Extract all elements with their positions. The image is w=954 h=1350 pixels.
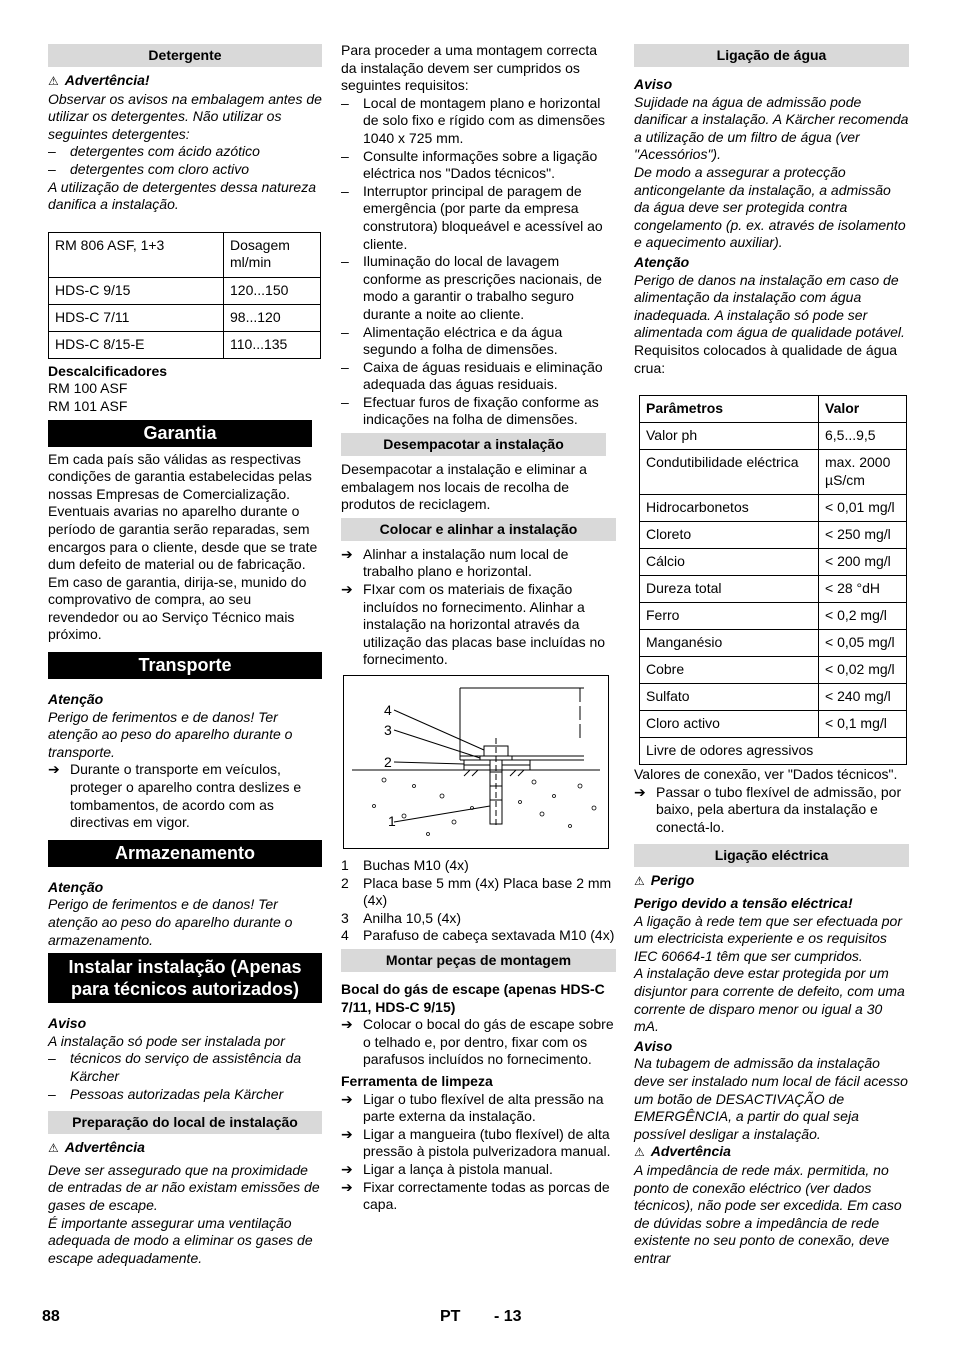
warning-text: A impedância de rede máx. permitida, no ponto de conexão eléctrico (ver dados técnicos), não pode ser excedida. Em caso de dúvidas sobre a impedância de rede existente no seu ponto de conexão, deve entrar [634,1161,902,1266]
dosage-table [48,232,321,359]
list-item: – Pessoas autorizadas pela Kärcher [48,1086,322,1104]
section-heading-eletrica: Ligação eléctrica [634,844,909,867]
legend-item: 1 Buchas M10 (4x) [341,857,469,873]
arrow-right-icon: ➔ [341,1016,353,1033]
mounting-diagram [344,676,608,848]
list-item: RM 101 ASF [48,397,128,414]
table-row: Valor ph 6,5...9,5 [640,423,907,450]
arrow-right-icon: ➔ [341,545,353,562]
mounting-figure [343,675,609,849]
table-row: Livre de odores agressivos [640,738,907,765]
legend-item: 4 Parafuso de cabeça sextavada M10 (4x) [341,927,615,944]
notice-text: A instalação só pode ser instalada por [48,1032,285,1049]
list-item: – Efectuar furos de fixação conforme as indicações na folha de dimensões. [341,394,616,429]
danger-subheading: Perigo devido a tensão eléctrica! [634,895,853,912]
caution-text: Perigo de ferimentos e de danos! Ter atenção ao peso do aparelho durante o transporte. [48,708,293,760]
column-middle [341,42,616,1214]
warning-triangle-icon: ⚠ [48,74,59,88]
notice-text: Sujidade na água de admissão pode danificar a instalação. A Kärcher recomenda a utilização de um filtro de água (ver "Acessórios"). [634,93,909,163]
column-right [634,44,909,1268]
list-item: – Local de montagem plano e horizontal de solo fixo e rígido com as dimensões 1040 x 725 mm. [341,95,616,148]
warning-triangle-icon: ⚠ [48,1141,59,1156]
step-item: ➔ Alinhar a instalação num local de trabalho plano e horizontal. [341,545,569,580]
warning-text: Observar os avisos na embalagem antes de utilizar os detergentes. Não utilizar os seguintes detergentes: [48,90,322,142]
descal-heading: Descalcificadores [48,362,168,379]
page-number-left: 88 [42,1308,60,1325]
arrow-right-icon: ➔ [341,1178,353,1195]
step-item: ➔ Durante o transporte em veículos, proteger o aparelho contra deslizes e tombamentos, de acordo com as directivas em vigor. [48,761,302,831]
warning-heading: ⚠ Advertência [634,1143,731,1160]
warning-heading: ⚠ Advertência [48,1139,145,1156]
section-heading-desempacotar: Desempacotar a instalação [341,433,606,456]
subsection-heading: Ferramenta de limpeza [341,1072,493,1089]
list-item: – Consulte informações sobre a ligação eléctrica nos "Dados técnicos". [341,148,616,183]
arrow-right-icon: ➔ [341,1125,353,1142]
table-row: Dureza total < 28 °dH [640,576,907,603]
table-row: Cloreto < 250 mg/l [640,522,907,549]
notice-text: Na tubagem de admissão da instalação deve ser instalado num local de fácil acesso um botão de DESACTIVAÇÃO de EMERGÊNCIA, a partir do qual seja possível desligar a instalação. [634,1055,908,1142]
section-heading-instalar: Instalar instalação (Apenas para técnicos autorizados) [48,953,322,1003]
list-item: – detergentes com ácido azótico [48,143,322,161]
requirements-intro: Para proceder a uma montagem correcta da instalação devem ser cumpridos os seguintes requisitos: [341,42,598,94]
garantia-text: Em cada país são válidas as respectivas condições de garantia estabelecidas pelas nossas Empresas de Comercialização. Eventuais avarias no aparelho durante o período de garantia serão reparadas, sem encargos para o cliente, desde que se trate dum defeito de material ou de fabricação. Em caso de garantia, dirija-se, munido do comprovativo de compra, ao seu revendedor ou ao Serviço Técnico mais próximo. [48,450,318,643]
table-row: Sulfato < 240 mg/l [640,684,907,711]
warning-consequence: A utilização de detergentes dessa natureza danifica a instalação. [48,178,316,213]
caution-heading: Atenção [48,691,104,708]
language-code: PT [440,1308,461,1325]
table-row: Cloro activo < 0,1 mg/l [640,711,907,738]
caution-heading: Atenção [634,253,690,270]
section-heading-colocar: Colocar e alinhar a instalação [341,518,616,541]
list-item: – Interruptor principal de paragem de emergência (por parte da empresa construtora) bloqueável e acessível ao cliente. [341,183,616,253]
warning-triangle-icon: ⚠ [634,874,645,889]
column-left [48,44,322,1267]
figure-label: 1 [388,813,396,829]
list-item: – técnicos do serviço de assistência da Kärcher [48,1050,322,1085]
caution-text: Perigo de ferimentos e de danos! Ter atenção ao peso do aparelho durante o armazenamento. [48,896,293,948]
warning-text: É importante assegurar uma ventilação adequada de modo a eliminar os gases de escape adequadamente. [48,1214,313,1266]
step-item: ➔ Fixar correctamente todas as porcas de capa. [341,1178,610,1213]
table-row: Cobre < 0,02 mg/l [640,657,907,684]
step-item: ➔ Passar o tubo flexível de admissão, por baixo, pela abertura da instalação e conectá-lo. [634,783,902,835]
notice-heading: Aviso [634,1037,673,1054]
section-heading-preparacao: Preparação do local de instalação [48,1111,322,1134]
section-heading-detergente: Detergente [48,44,322,67]
connection-values-text: Valores de conexão, ver "Dados técnicos". [634,766,898,783]
figure-label: 3 [384,722,392,738]
figure-label: 2 [384,754,392,770]
table-row: Manganésio < 0,05 mg/l [640,630,907,657]
danger-text: A instalação deve estar protegida por um disjuntor para corrente de defeito, com uma corrente de disparo menor ou igual a 30 mA. [634,965,905,1035]
section-heading-garantia: Garantia [48,420,312,447]
arrow-right-icon: ➔ [48,761,60,778]
arrow-right-icon: ➔ [341,1090,353,1107]
warning-heading: ⚠ Advertência! [48,72,150,88]
section-heading-agua: Ligação de água [634,44,909,67]
table-row: HDS-C 8/15-E 110...135 [49,331,321,358]
legend-item: 3 Anilha 10,5 (4x) [341,909,462,926]
arrow-right-icon: ➔ [634,783,646,800]
page-number-right: - 13 [494,1308,522,1325]
caution-text: Perigo de danos na instalação em caso de alimentação da instalação com água inadequada. A instalação só pode ser alimentada com água de qualidade potável. [634,271,905,341]
legend-item: 2 Placa base 5 mm (4x) Placa base 2 mm (4x) [341,874,612,909]
warning-text: Deve ser assegurado que na proximidade de entradas de ar não existam emissões de gases de escape. [48,1161,320,1213]
subsection-heading: Bocal do gás de escape (apenas HDS-C 7/11, HDS-C 9/15) [341,980,605,1015]
caution-heading: Atenção [48,878,104,895]
table-row: HDS-C 9/15 120...150 [49,277,321,304]
section-heading-montar: Montar peças de montagem [341,949,616,972]
list-item: RM 100 ASF [48,380,128,397]
step-item: ➔ Ligar o tubo flexível de alta pressão na parte externa da instalação. [341,1090,604,1125]
section-heading-transporte: Transporte [48,652,322,679]
step-item: ➔ Ligar a lança à pistola manual. [341,1160,553,1177]
water-quality-table [639,395,907,765]
table-row: Ferro < 0,2 mg/l [640,603,907,630]
table-row: Condutibilidade eléctrica max. 2000 µS/cm [640,450,907,495]
figure-label: 4 [384,702,392,718]
table-row: Hidrocarbonetos < 0,01 mg/l [640,495,907,522]
step-item: ➔ Ligar a mangueira (tubo flexível) de alta pressão à pistola pulverizadora manual. [341,1125,611,1160]
requirements-text: Requisitos colocados à qualidade de água crua: [634,341,898,376]
list-item: – Iluminação do local de lavagem conforme as prescrições nacionais, de modo a garantir o trabalho seguro durante a noite ao cliente. [341,253,616,323]
danger-heading: ⚠ Perigo [634,872,695,889]
arrow-right-icon: ➔ [341,581,353,598]
step-item: ➔ FIxar com os materiais de fixação incluídos no fornecimento. Alinhar a instalação na horizontal através da utilização das placas base incluídas no fornecimento. [341,581,606,668]
notice-heading: Aviso [634,76,673,92]
section-heading-armazenamento: Armazenamento [48,840,322,867]
list-item: – detergentes com cloro activo [48,161,322,179]
table-row: RM 806 ASF, 1+3 Dosagem ml/min [49,232,321,277]
warning-triangle-icon: ⚠ [634,1145,645,1160]
notice-heading: Aviso [48,1015,87,1032]
danger-text: A ligação à rede tem que ser efectuada por um electricista experiente e os requisitos IEC 60664-1 têm que ser cumpridos. [634,912,902,964]
table-row: HDS-C 7/11 98...120 [49,304,321,331]
desempacotar-text: Desempacotar a instalação e eliminar a embalagem nos locais de recolha de produtos de reciclagem. [341,461,587,513]
table-row: Cálcio < 200 mg/l [640,549,907,576]
arrow-right-icon: ➔ [341,1160,353,1177]
notice-text: De modo a assegurar a protecção anticongelante da instalação, a admissão da água deve ser protegida contra congelamento (p. ex. através de isolamento e aquecimento auxiliar). [634,163,906,251]
step-item: ➔ Colocar o bocal do gás de escape sobre o telhado e, por dentro, fixar com os parafusos incluídos no fornecimento. [341,1016,614,1068]
list-item: – Alimentação eléctrica e da água segundo a folha de dimensões. [341,324,616,359]
table-row: Parâmetros Valor [640,396,907,423]
list-item: – Caixa de águas residuais e eliminação adequada das águas residuais. [341,359,616,394]
